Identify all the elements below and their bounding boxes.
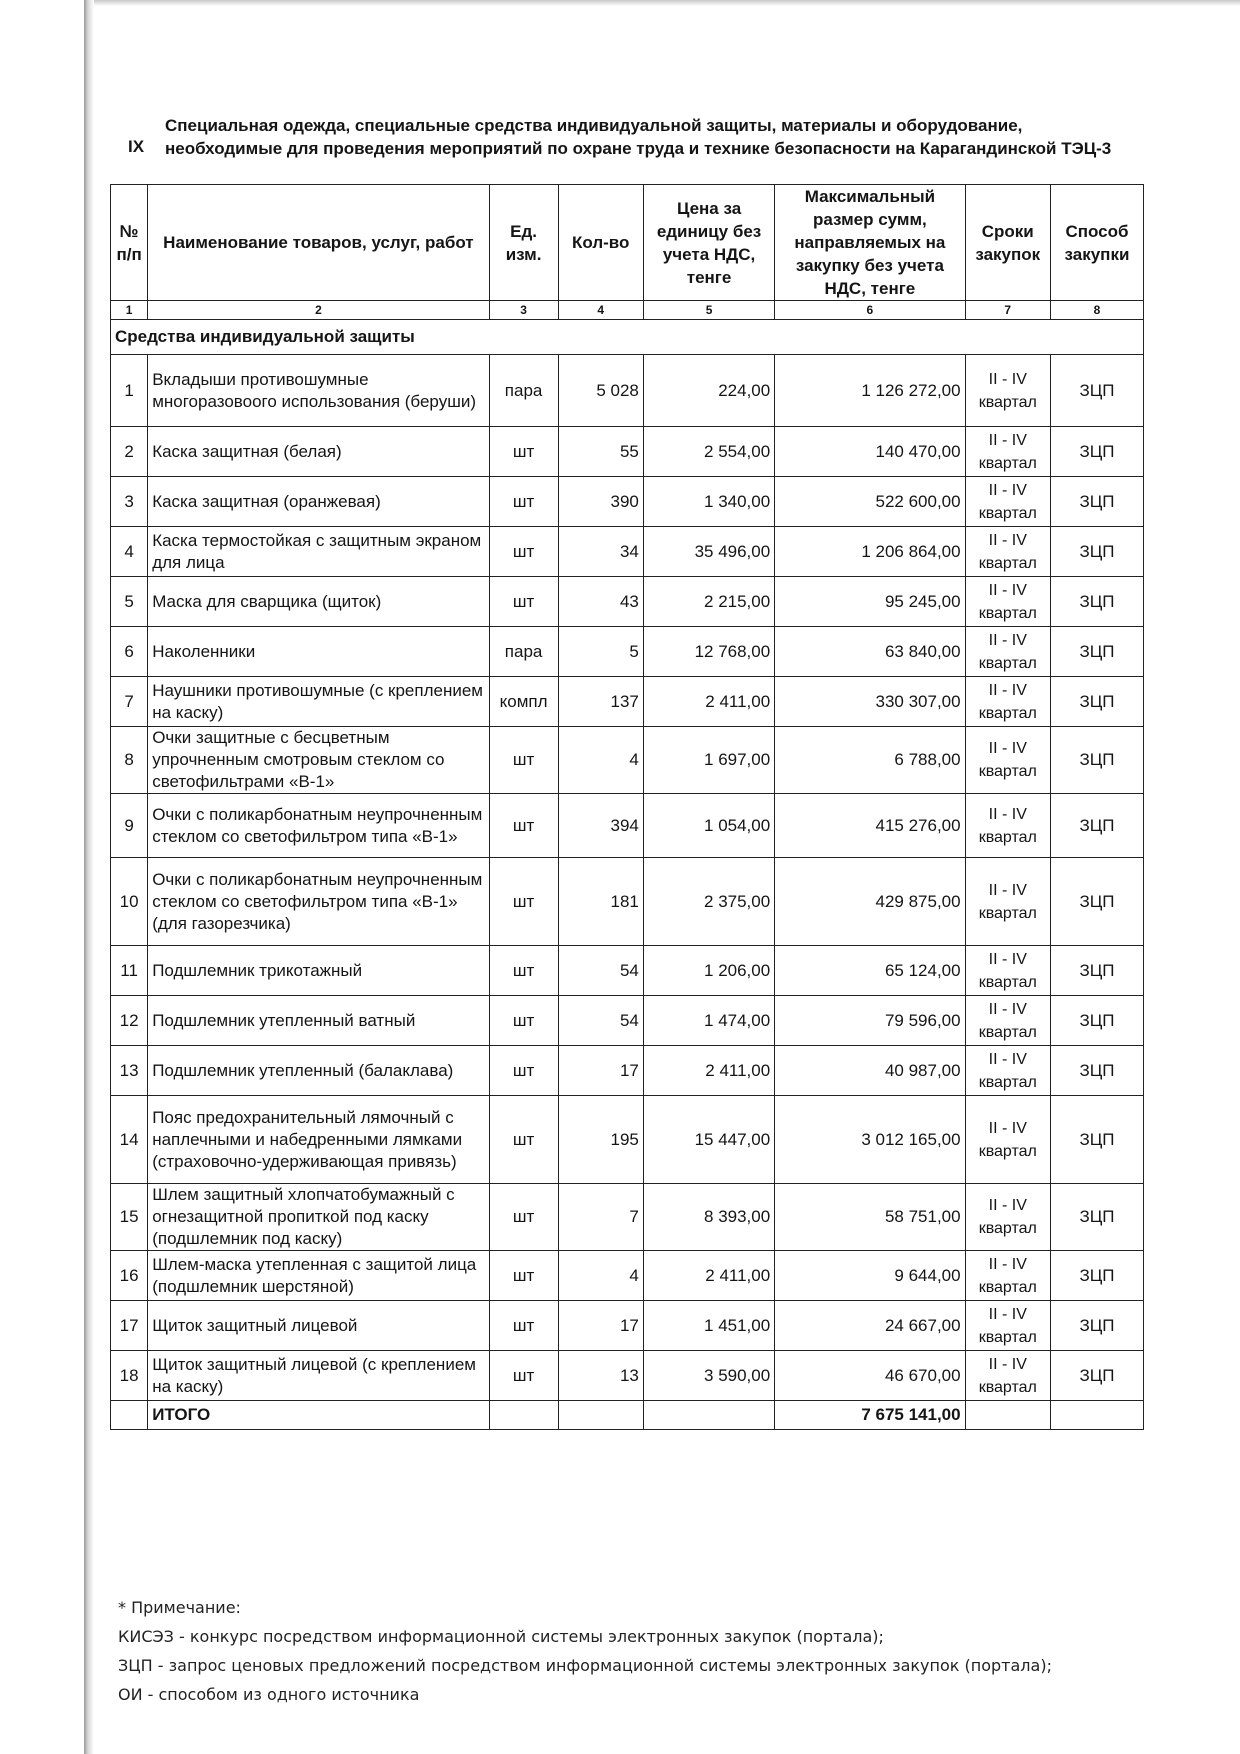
item-unit: пара [489,355,558,427]
item-price: 15 447,00 [643,1096,774,1184]
item-sum: 9 644,00 [775,1251,965,1301]
item-unit: шт [489,946,558,996]
table-row [111,727,1144,794]
item-sum: 140 470,00 [775,427,965,477]
item-method: ЗЦП [1050,677,1143,727]
table-row [111,1184,1144,1251]
item-price: 3 590,00 [643,1351,774,1401]
header-max-sum: Максимальный размер сумм, направляемых на закупку без учета НДС, тенге [775,185,965,301]
note-line: КИСЭЗ - конкурс посредством информационной системы электронных закупок (портала); [118,1627,884,1646]
item-price: 2 375,00 [643,858,774,946]
column-number-row [111,301,1144,320]
row-number: 14 [111,1096,148,1184]
item-period: II - IV квартал [965,1251,1050,1301]
item-sum: 1 126 272,00 [775,355,965,427]
col-number: 7 [965,301,1050,320]
col-number: 4 [558,301,643,320]
item-method: ЗЦП [1050,996,1143,1046]
row-number: 10 [111,858,148,946]
item-sum: 63 840,00 [775,627,965,677]
total-empty [111,1401,148,1430]
col-number: 3 [489,301,558,320]
item-period: II - IV квартал [965,996,1050,1046]
item-name: Подшлемник трикотажный [148,946,489,996]
group-row [111,320,1144,355]
col-number: 8 [1050,301,1143,320]
item-unit: шт [489,794,558,858]
table-row [111,1351,1144,1401]
table-row [111,527,1144,577]
item-sum: 40 987,00 [775,1046,965,1096]
item-name: Наколенники [148,627,489,677]
item-method: ЗЦП [1050,1096,1143,1184]
item-unit: компл [489,677,558,727]
table-row [111,427,1144,477]
header-unit: Ед. изм. [489,185,558,301]
header-period: Сроки закупок [965,185,1050,301]
item-qty: 34 [558,527,643,577]
item-qty: 5 [558,627,643,677]
row-number: 12 [111,996,148,1046]
scan-top-shadow [94,0,1240,6]
header-method: Способ закупки [1050,185,1143,301]
item-sum: 58 751,00 [775,1184,965,1251]
total-empty [965,1401,1050,1430]
item-period: II - IV квартал [965,858,1050,946]
item-qty: 181 [558,858,643,946]
section-title: Специальная одежда, специальные средства индивидуальной защиты, материалы и оборудование, необходимые для проведения мероприятий по охране труда и технике безопасности на Карагандинской ТЭЦ-3 [165,116,1112,158]
group-title: Средства индивидуальной защиты [111,320,1144,355]
item-name: Каска защитная (белая) [148,427,489,477]
item-qty: 7 [558,1184,643,1251]
item-name: Маска для сварщика (щиток) [148,577,489,627]
procurement-table [110,184,1144,1430]
section-number: IX [128,137,145,156]
item-qty: 4 [558,727,643,794]
item-unit: шт [489,996,558,1046]
item-price: 1 054,00 [643,794,774,858]
row-number: 16 [111,1251,148,1301]
item-method: ЗЦП [1050,794,1143,858]
row-number: 15 [111,1184,148,1251]
item-method: ЗЦП [1050,1046,1143,1096]
item-method: ЗЦП [1050,1351,1143,1401]
item-price: 2 411,00 [643,677,774,727]
item-method: ЗЦП [1050,477,1143,527]
item-unit: шт [489,1096,558,1184]
total-row [111,1401,1144,1430]
item-sum: 415 276,00 [775,794,965,858]
item-name: Щиток защитный лицевой (с креплением на каску) [148,1351,489,1401]
row-number: 11 [111,946,148,996]
item-sum: 1 206 864,00 [775,527,965,577]
item-qty: 4 [558,1251,643,1301]
item-name: Очки с поликарбонатным неупрочненным стеклом со светофильтром типа «В-1» (для газорезчика) [148,858,489,946]
item-method: ЗЦП [1050,1184,1143,1251]
note-line: ЗЦП - запрос ценовых предложений посредством информационной системы электронных закупок (портала); [118,1656,1052,1675]
col-number: 6 [775,301,965,320]
item-period: II - IV квартал [965,946,1050,996]
row-number: 2 [111,427,148,477]
item-name: Подшлемник утепленный (балаклава) [148,1046,489,1096]
scan-edge-shadow [84,0,94,1754]
row-number: 17 [111,1301,148,1351]
item-qty: 43 [558,577,643,627]
item-unit: шт [489,858,558,946]
item-method: ЗЦП [1050,627,1143,677]
item-price: 1 697,00 [643,727,774,794]
table-row [111,1096,1144,1184]
note-line: ОИ - способом из одного источника [118,1685,420,1704]
item-period: II - IV квартал [965,577,1050,627]
item-qty: 394 [558,794,643,858]
row-number: 1 [111,355,148,427]
col-number: 5 [643,301,774,320]
table-row [111,946,1144,996]
item-unit: шт [489,527,558,577]
item-period: II - IV квартал [965,1351,1050,1401]
item-unit: шт [489,477,558,527]
item-method: ЗЦП [1050,727,1143,794]
table-row [111,1251,1144,1301]
item-price: 1 451,00 [643,1301,774,1351]
row-number: 13 [111,1046,148,1096]
table-row [111,577,1144,627]
item-qty: 54 [558,996,643,1046]
row-number: 9 [111,794,148,858]
item-name: Пояс предохранительный лямочный с наплечными и набедренными лямками (страховочно-удерживающая привязь) [148,1096,489,1184]
row-number: 4 [111,527,148,577]
col-number: 1 [111,301,148,320]
item-name: Наушники противошумные (с креплением на каску) [148,677,489,727]
row-number: 3 [111,477,148,527]
item-method: ЗЦП [1050,858,1143,946]
item-sum: 330 307,00 [775,677,965,727]
item-price: 2 554,00 [643,427,774,477]
item-sum: 95 245,00 [775,577,965,627]
item-method: ЗЦП [1050,946,1143,996]
total-empty [1050,1401,1143,1430]
item-qty: 54 [558,946,643,996]
table-row [111,858,1144,946]
item-name: Подшлемник утепленный ватный [148,996,489,1046]
item-period: II - IV квартал [965,1301,1050,1351]
item-name: Каска защитная (оранжевая) [148,477,489,527]
item-sum: 429 875,00 [775,858,965,946]
item-period: II - IV квартал [965,627,1050,677]
header-num: № п/п [111,185,148,301]
row-number: 6 [111,627,148,677]
table-row [111,1301,1144,1351]
row-number: 7 [111,677,148,727]
item-method: ЗЦП [1050,1251,1143,1301]
item-qty: 195 [558,1096,643,1184]
item-price: 12 768,00 [643,627,774,677]
item-method: ЗЦП [1050,527,1143,577]
item-period: II - IV квартал [965,1184,1050,1251]
header-name: Наименование товаров, услуг, работ [148,185,489,301]
item-period: II - IV квартал [965,355,1050,427]
item-unit: пара [489,627,558,677]
row-number: 18 [111,1351,148,1401]
table-row [111,1046,1144,1096]
item-unit: шт [489,1046,558,1096]
notes [118,1593,1218,1709]
total-empty [558,1401,643,1430]
item-qty: 17 [558,1046,643,1096]
item-unit: шт [489,1301,558,1351]
total-empty [643,1401,774,1430]
table-row [111,996,1144,1046]
row-number: 5 [111,577,148,627]
item-price: 2 411,00 [643,1251,774,1301]
item-period: II - IV квартал [965,677,1050,727]
item-qty: 17 [558,1301,643,1351]
notes-heading: * Примечание: [118,1598,241,1617]
item-name: Каска термостойкая с защитным экраном для лица [148,527,489,577]
item-method: ЗЦП [1050,1301,1143,1351]
item-period: II - IV квартал [965,477,1050,527]
item-name: Шлем-маска утепленная с защитой лица (подшлемник шерстяной) [148,1251,489,1301]
item-sum: 65 124,00 [775,946,965,996]
item-name: Щиток защитный лицевой [148,1301,489,1351]
section-header [128,110,1128,186]
item-price: 8 393,00 [643,1184,774,1251]
table-row [111,355,1144,427]
row-number: 8 [111,727,148,794]
item-price: 2 411,00 [643,1046,774,1096]
total-sum: 7 675 141,00 [775,1401,965,1430]
item-method: ЗЦП [1050,427,1143,477]
header-row [111,185,1144,301]
item-sum: 3 012 165,00 [775,1096,965,1184]
table-row [111,794,1144,858]
item-price: 224,00 [643,355,774,427]
item-price: 1 474,00 [643,996,774,1046]
item-name: Вкладыши противошумные многоразовоого использования (беруши) [148,355,489,427]
item-unit: шт [489,1251,558,1301]
item-period: II - IV квартал [965,527,1050,577]
item-price: 35 496,00 [643,527,774,577]
item-period: II - IV квартал [965,727,1050,794]
item-price: 2 215,00 [643,577,774,627]
item-unit: шт [489,577,558,627]
item-period: II - IV квартал [965,794,1050,858]
item-method: ЗЦП [1050,355,1143,427]
item-sum: 24 667,00 [775,1301,965,1351]
item-method: ЗЦП [1050,577,1143,627]
item-unit: шт [489,1184,558,1251]
item-unit: шт [489,1351,558,1401]
item-sum: 522 600,00 [775,477,965,527]
item-sum: 6 788,00 [775,727,965,794]
item-price: 1 206,00 [643,946,774,996]
table-row [111,677,1144,727]
item-period: II - IV квартал [965,1096,1050,1184]
total-empty [489,1401,558,1430]
item-sum: 46 670,00 [775,1351,965,1401]
table-row [111,627,1144,677]
item-name: Шлем защитный хлопчатобумажный с огнезащитной пропиткой под каску (подшлемник под каску) [148,1184,489,1251]
header-qty: Кол-во [558,185,643,301]
item-qty: 55 [558,427,643,477]
item-unit: шт [489,427,558,477]
col-number: 2 [148,301,489,320]
header-price: Цена за единицу без учета НДС, тенге [643,185,774,301]
item-qty: 13 [558,1351,643,1401]
item-price: 1 340,00 [643,477,774,527]
item-name: Очки защитные с бесцветным упрочненным смотровым стеклом со светофильтрами «В-1» [148,727,489,794]
table-row [111,477,1144,527]
item-sum: 79 596,00 [775,996,965,1046]
item-period: II - IV квартал [965,1046,1050,1096]
item-name: Очки с поликарбонатным неупрочненным стеклом со светофильтром типа «В-1» [148,794,489,858]
item-unit: шт [489,727,558,794]
total-label: ИТОГО [148,1401,489,1430]
item-qty: 390 [558,477,643,527]
item-qty: 137 [558,677,643,727]
item-period: II - IV квартал [965,427,1050,477]
item-qty: 5 028 [558,355,643,427]
